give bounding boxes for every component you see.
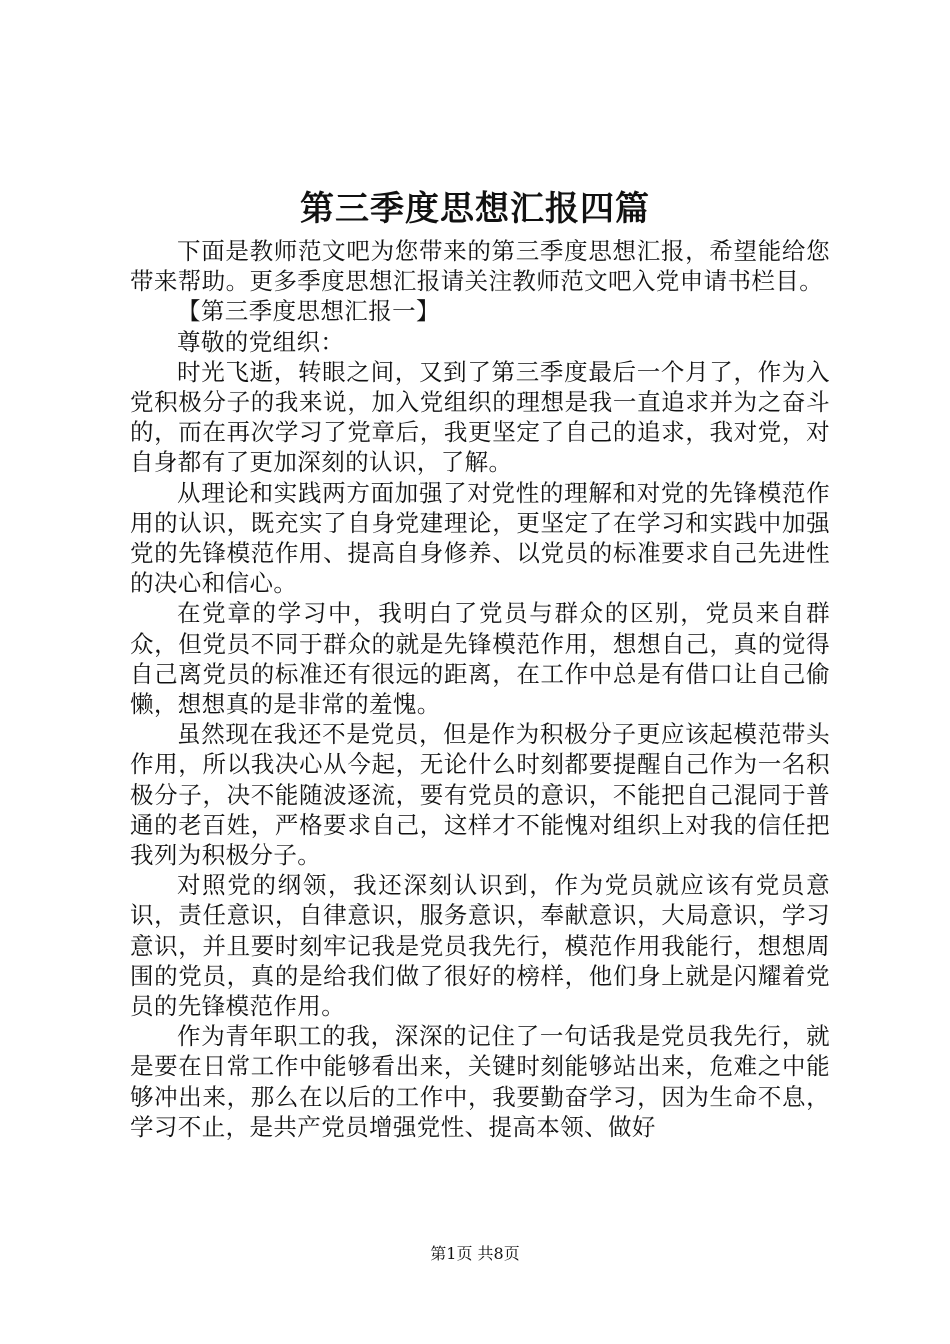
section-heading: 【第三季度思想汇报一】	[177, 297, 440, 326]
body-paragraph: 作为青年职工的我，深深的记住了一句话我是党员我先行，就是要在日常工作中能够看出来，关键时刻能够站出来，危难之中能够冲出来，那么在以后的工作中，我要勤奋学习，因为生命不息，学习不止，是共产党员增强党性、提高本领、做好	[130, 1022, 830, 1141]
body-paragraph: 从理论和实践两方面加强了对党性的理解和对党的先锋模范作用的认识，既充实了自身党建理论，更坚定了在学习和实践中加强党的先锋模范作用、提高自身修养、以党员的标准要求自己先进性的决心和信心。	[130, 478, 830, 598]
intro-paragraph: 下面是教师范文吧为您带来的第三季度思想汇报，希望能给您带来帮助。更多季度思想汇报请关注教师范文吧入党申请书栏目。	[130, 237, 830, 296]
page-number-footer: 第1页 共8页	[430, 1244, 520, 1263]
body-paragraph: 时光飞逝，转眼之间，又到了第三季度最后一个月了，作为入党积极分子的我来说，加入党组织的理想是我一直追求并为之奋斗的，而在再次学习了党章后，我更坚定了自己的追求，我对党，对自身都有了更加深刻的认识，了解。	[130, 357, 830, 477]
document-title: 第三季度思想汇报四篇	[300, 189, 650, 229]
body-paragraph: 在党章的学习中，我明白了党员与群众的区别，党员来自群众，但党员不同于群众的就是先锋模范作用，想想自己，真的觉得自己离党员的标准还有很远的距离，在工作中总是有借口让自己偷懒，想想真的是非常的羞愧。	[130, 599, 830, 719]
body-paragraph: 对照党的纲领，我还深刻认识到，作为党员就应该有党员意识，责任意识，自律意识，服务意识，奉献意识，大局意识，学习意识，并且要时刻牢记我是党员我先行，模范作用我能行，想想周围的党员，真的是给我们做了很好的榜样，他们身上就是闪耀着党员的先锋模范作用。	[130, 871, 830, 1021]
body-paragraph: 虽然现在我还不是党员，但是作为积极分子更应该起模范带头作用，所以我决心从今起，无论什么时刻都要提醒自己作为一名积极分子，决不能随波逐流，要有党员的意识，不能把自己混同于普通的老百姓，严格要求自己，这样才不能愧对组织上对我的信任把我列为积极分子。	[130, 720, 830, 870]
salutation: 尊敬的党组织：	[177, 327, 345, 356]
document-body	[130, 236, 830, 1142]
